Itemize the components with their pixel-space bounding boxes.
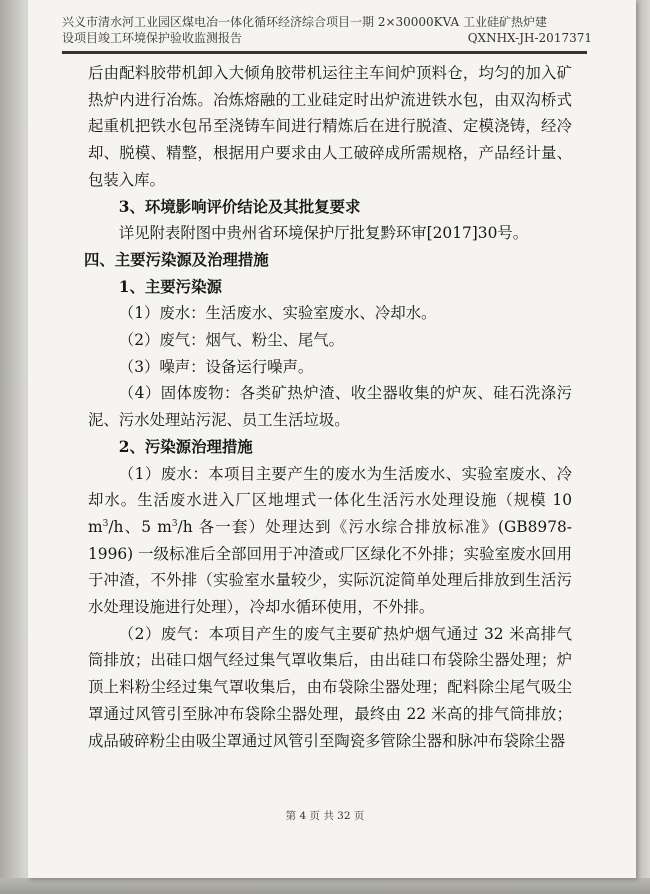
exhaust-gas-paragraph: （2）废气：本项目产生的废气主要矿热炉烟气通过 32 米高排气筒排放；出硅口烟气经过集气罩收集后，由出硅口布袋除尘器处理；炉顶上料粉尘经过集气罩收集后，由布袋除尘器处理；配料除尘尾气吸尘罩通过风管引至脉冲布袋除尘器处理，最终由 22 米高的排气筒排放；成品破碎粉尘由吸尘罩通过风管引至陶瓷多管除尘器和脉冲布袋除尘器 [88, 624, 572, 750]
process-paragraph: 后由配料胶带机卸入大倾角胶带机运往主车间炉顶料仓，均匀的加入矿热炉内进行冶炼。冶炼熔融的工业硅定时出炉流进铁水包，由双沟桥式起重机把铁水包吊至浇铸车间进行精炼后在进行脱渣、定模浇铸，经冷却、脱模、精整，根据用户要求由人工破碎成所需规格，产品经计量、包装入库。 [88, 64, 572, 189]
header-rule [62, 51, 587, 54]
list-item: （4）固体废物：各类矿热炉渣、收尘器收集的炉灰、硅石洗涤污泥、污水处理站污泥、员工生活垃圾。 [88, 384, 572, 430]
page-header [62, 14, 592, 46]
superscript: 3 [102, 518, 109, 529]
wastewater-paragraph [88, 461, 572, 621]
paragraph: 详见附表附图中贵州省环境保护厅批复黔环审[2017]30号。 [118, 224, 529, 243]
page-number: 第 4 页 共 32 页 [285, 810, 365, 822]
section-heading: 2、污染源治理措施 [118, 437, 253, 456]
chapter-heading: 四、主要污染源及治理措施 [84, 250, 269, 269]
report-code: QXNHX-JH-2017371 [467, 31, 592, 45]
text-run: （1）废水：本项目主要产生的废水为生活废水、实验室废水、冷却水。生活废水进入厂区地埋式一体化生活污水处理设施（规模 10 m [88, 464, 572, 536]
list-item: （3）噪声：设备运行噪声。 [118, 357, 314, 376]
section-heading: 1、主要污染源 [118, 277, 222, 296]
text-run: /h 各一套）处理达到《污水综合排放标准》(GB8978-1996) 一级标准后全部回用于冲渣或厂区绿化不外排；实验室废水回用于冲渣，不外排（实验室水量较少，实际沉淀简单处理后排放到生活污水处理设施进行处理），冷却水循环使用，不外排。 [88, 517, 572, 617]
list-item: （1）废水：生活废水、实验室废水、冷却水。 [118, 304, 437, 323]
header-title-line2: 设项目竣工环境保护验收监测报告 [62, 31, 243, 45]
header-title-line1: 兴义市清水河工业园区煤电冶一体化循环经济综合项目一期 2×30000KVA 工业硅矿热炉建 [62, 15, 547, 29]
list-item: （2）废气：烟气、粉尘、尾气。 [118, 331, 345, 350]
page-edge [636, 0, 650, 878]
section-heading: 3、环境影响评价结论及其批复要求 [118, 197, 361, 216]
scan-shadow [0, 878, 650, 894]
document-body [84, 60, 572, 754]
superscript: 3 [171, 518, 178, 529]
text-run: /h、5 m [108, 517, 172, 536]
